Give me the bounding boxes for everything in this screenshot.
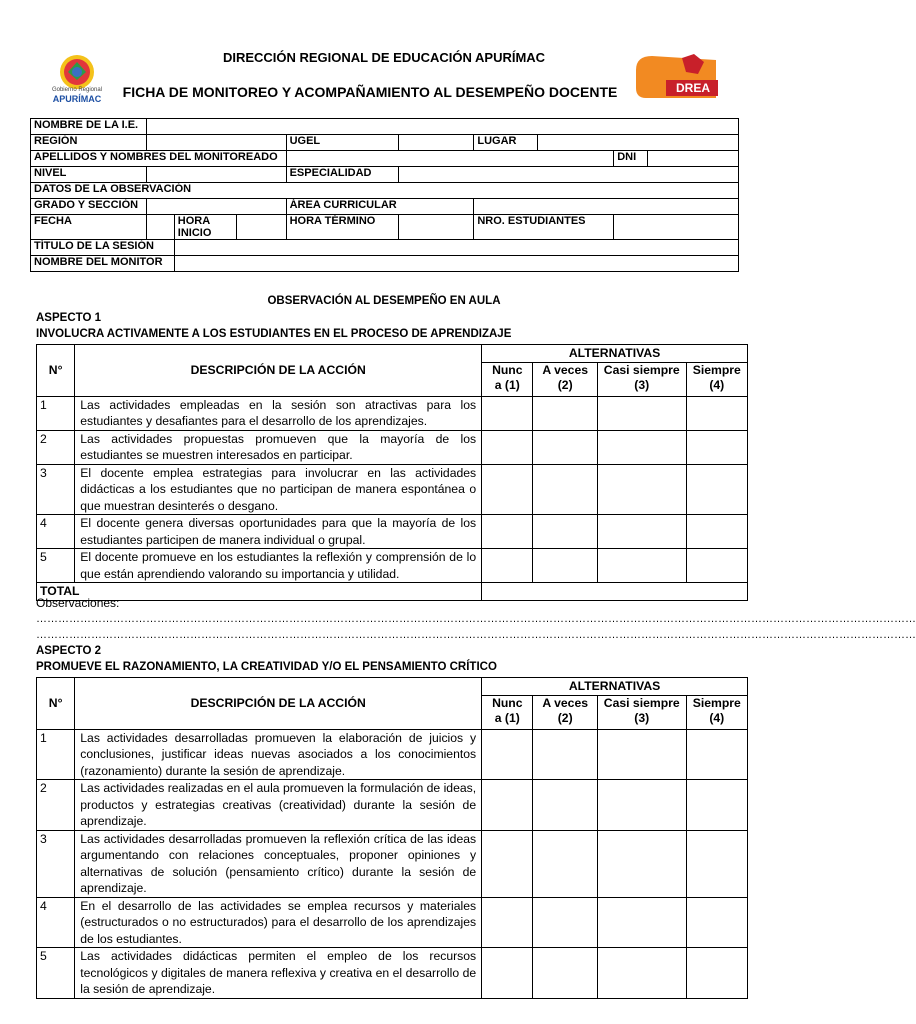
- alt-aveces-header: A veces (2): [533, 695, 597, 729]
- item-number: 2: [37, 780, 75, 831]
- table-row: [37, 729, 748, 780]
- nivel-field[interactable]: [146, 167, 286, 183]
- table-row: [37, 897, 748, 948]
- rating-cell-siempre[interactable]: [686, 897, 747, 948]
- dni-label: DNI: [614, 151, 648, 167]
- item-description: Las actividades desarrolladas promueven la reflexión crítica de las ideas argumentando con relaciones conceptuales, proponer opiniones y alternativas de solución (pensamiento crítico) durante la sesión de aprendizaje.: [75, 830, 482, 897]
- rating-cell-siempre[interactable]: [686, 430, 747, 464]
- num-header: N°: [37, 678, 75, 730]
- lugar-label: LUGAR: [474, 135, 538, 151]
- rating-cell-aveces[interactable]: [533, 549, 597, 583]
- item-number: 3: [37, 464, 75, 515]
- table-row: [37, 948, 748, 999]
- rating-cell-siempre[interactable]: [686, 729, 747, 780]
- item-description: El docente promueve en los estudiantes la reflexión y comprensión de lo que están aprendiendo valorando su importancia y utilidad.: [75, 549, 482, 583]
- apellidos-field[interactable]: [286, 151, 614, 167]
- total-field[interactable]: [482, 583, 748, 601]
- hora-termino-label: HORA TÉRMINO: [286, 215, 398, 240]
- num-header: N°: [37, 345, 75, 397]
- aspecto2-label: ASPECTO 2: [36, 645, 101, 657]
- item-number: 2: [37, 430, 75, 464]
- rating-cell-casisiempre[interactable]: [597, 515, 686, 549]
- total-label: TOTAL: [37, 583, 482, 601]
- alternativas-header: ALTERNATIVAS: [482, 345, 748, 363]
- fecha-field[interactable]: [146, 215, 174, 240]
- aspecto1-table: [36, 344, 748, 601]
- ie-label: NOMBRE DE LA I.E.: [31, 119, 147, 135]
- hora-inicio-field[interactable]: [236, 215, 286, 240]
- area-field[interactable]: [474, 199, 739, 215]
- aspecto2-table: [36, 677, 748, 999]
- titulo-sesion-field[interactable]: [174, 240, 738, 256]
- alt-nunca-header: Nunc a (1): [482, 695, 533, 729]
- rating-cell-nunca[interactable]: [482, 430, 533, 464]
- logo-left-text: APURÍMAC: [52, 94, 102, 104]
- item-number: 4: [37, 897, 75, 948]
- item-number: 1: [37, 729, 75, 780]
- rating-cell-siempre[interactable]: [686, 948, 747, 999]
- rating-cell-aveces[interactable]: [533, 515, 597, 549]
- alt-aveces-header: A veces (2): [533, 362, 597, 396]
- observaciones-line-1[interactable]: ……………………………………………………………………………………………………………………………………………………………………………………………………………………: [36, 613, 916, 625]
- observaciones-label: Observaciones:: [36, 596, 120, 610]
- table-row: [37, 515, 748, 549]
- alt-casisiempre-header: Casi siempre (3): [597, 695, 686, 729]
- alt-siempre-header: Siempre (4): [686, 695, 747, 729]
- rating-cell-nunca[interactable]: [482, 515, 533, 549]
- institution-title: DIRECCIÓN REGIONAL DE EDUCACIÓN APURÍMAC: [222, 50, 546, 65]
- aspecto1-label: ASPECTO 1: [36, 312, 101, 324]
- rating-cell-siempre[interactable]: [686, 549, 747, 583]
- item-description: Las actividades empleadas en la sesión son atractivas para los estudiantes y desafiantes para el desarrollo de los aprendizajes.: [75, 396, 482, 430]
- item-number: 5: [37, 549, 75, 583]
- ie-field[interactable]: [146, 119, 738, 135]
- datos-observacion-label: DATOS DE LA OBSERVACIÓN: [31, 183, 739, 199]
- rating-cell-nunca[interactable]: [482, 464, 533, 515]
- rating-cell-aveces[interactable]: [533, 464, 597, 515]
- rating-cell-nunca[interactable]: [482, 830, 533, 897]
- rating-cell-casisiempre[interactable]: [597, 948, 686, 999]
- rating-cell-nunca[interactable]: [482, 948, 533, 999]
- rating-cell-aveces[interactable]: [533, 780, 597, 831]
- item-number: 5: [37, 948, 75, 999]
- rating-cell-casisiempre[interactable]: [597, 830, 686, 897]
- aspecto1-title: INVOLUCRA ACTIVAMENTE A LOS ESTUDIANTES EN EL PROCESO DE APRENDIZAJE: [36, 328, 512, 340]
- desc-header: DESCRIPCIÓN DE LA ACCIÓN: [75, 678, 482, 730]
- rating-cell-casisiempre[interactable]: [597, 729, 686, 780]
- rating-cell-casisiempre[interactable]: [597, 897, 686, 948]
- rating-cell-aveces[interactable]: [533, 897, 597, 948]
- alt-casisiempre-header: Casi siempre (3): [597, 362, 686, 396]
- table-row: [37, 780, 748, 831]
- item-description: Las actividades desarrolladas promueven la elaboración de juicios y conclusiones, justificar ideas nuevas asociados a los conocimientos (razonamiento) durante la sesión de aprendizaje.: [75, 729, 482, 780]
- especialidad-field[interactable]: [398, 167, 738, 183]
- form-title: FICHA DE MONITOREO Y ACOMPAÑAMIENTO AL DESEMPEÑO DOCENTE: [122, 84, 618, 100]
- rating-cell-casisiempre[interactable]: [597, 549, 686, 583]
- fecha-label: FECHA: [31, 215, 147, 240]
- alternativas-header: ALTERNATIVAS: [482, 678, 748, 696]
- nro-estudiantes-label: NRO. ESTUDIANTES: [474, 215, 614, 240]
- hora-termino-field[interactable]: [398, 215, 474, 240]
- region-field[interactable]: [146, 135, 286, 151]
- rating-cell-nunca[interactable]: [482, 897, 533, 948]
- rating-cell-nunca[interactable]: [482, 780, 533, 831]
- alt-nunca-header: Nunc a (1): [482, 362, 533, 396]
- info-table: [30, 118, 739, 272]
- monitor-label: NOMBRE DEL MONITOR: [31, 256, 175, 272]
- logo-right-text: DREA: [675, 81, 710, 95]
- table-row: [37, 830, 748, 897]
- rating-cell-casisiempre[interactable]: [597, 430, 686, 464]
- item-description: Las actividades realizadas en el aula promueven la formulación de ideas, productos y estrategias creativas (creatividad) durante la sesión de aprendizaje.: [75, 780, 482, 831]
- table-row: [37, 464, 748, 515]
- item-description: En el desarrollo de las actividades se emplea recursos y materiales (estructurados o no estructurados) para el desarrollo de los aprendizajes de los estudiantes.: [75, 897, 482, 948]
- rating-cell-siempre[interactable]: [686, 515, 747, 549]
- titulo-sesion-label: TÍTULO DE LA SESIÓN: [31, 240, 175, 256]
- table-row: [37, 396, 748, 430]
- rating-cell-aveces[interactable]: [533, 396, 597, 430]
- apellidos-label: APELLIDOS Y NOMBRES DEL MONITOREADO: [31, 151, 287, 167]
- rating-cell-siempre[interactable]: [686, 464, 747, 515]
- dni-field[interactable]: [648, 151, 739, 167]
- section-title: OBSERVACIÓN AL DESEMPEÑO EN AULA: [267, 295, 501, 307]
- item-number: 1: [37, 396, 75, 430]
- desc-header: DESCRIPCIÓN DE LA ACCIÓN: [75, 345, 482, 397]
- nro-estudiantes-field[interactable]: [614, 215, 739, 240]
- rating-cell-aveces[interactable]: [533, 948, 597, 999]
- item-number: 4: [37, 515, 75, 549]
- drea-logo: [632, 52, 722, 102]
- item-description: El docente genera diversas oportunidades para que la mayoría de los estudiantes participen de manera individual o grupal.: [75, 515, 482, 549]
- rating-cell-nunca[interactable]: [482, 549, 533, 583]
- hora-inicio-label: HORA INICIO: [174, 215, 236, 240]
- rating-cell-aveces[interactable]: [533, 830, 597, 897]
- especialidad-label: ESPECIALIDAD: [286, 167, 398, 183]
- area-label: ÁREA CURRICULAR: [286, 199, 474, 215]
- ugel-label: UGEL: [286, 135, 398, 151]
- rating-cell-nunca[interactable]: [482, 396, 533, 430]
- rating-cell-siempre[interactable]: [686, 396, 747, 430]
- region-label: REGIÓN: [31, 135, 147, 151]
- ugel-field[interactable]: [398, 135, 474, 151]
- nivel-label: NIVEL: [31, 167, 147, 183]
- lugar-field[interactable]: [538, 135, 739, 151]
- rating-cell-casisiempre[interactable]: [597, 464, 686, 515]
- logo-left-subtitle: Gobierno Regional: [51, 87, 103, 93]
- rating-cell-siempre[interactable]: [686, 830, 747, 897]
- aspecto2-title: PROMUEVE EL RAZONAMIENTO, LA CREATIVIDAD Y/O EL PENSAMIENTO CRÍTICO: [36, 661, 497, 673]
- rating-cell-siempre[interactable]: [686, 780, 747, 831]
- grado-label: GRADO Y SECCIÓN: [31, 199, 147, 215]
- item-number: 3: [37, 830, 75, 897]
- rating-cell-aveces[interactable]: [533, 430, 597, 464]
- monitor-field[interactable]: [174, 256, 738, 272]
- observaciones-line-2[interactable]: ……………………………………………………………………………………………………………………………………………………………………………………………………………………: [36, 629, 916, 641]
- alt-siempre-header: Siempre (4): [686, 362, 747, 396]
- item-description: El docente emplea estrategias para involucrar en las actividades didácticas a los estudiantes que no participan de manera espontánea o que muestran desinterés o desgano.: [75, 464, 482, 515]
- table-row: [37, 430, 748, 464]
- rating-cell-aveces[interactable]: [533, 729, 597, 780]
- rating-cell-casisiempre[interactable]: [597, 780, 686, 831]
- grado-field[interactable]: [146, 199, 286, 215]
- item-description: Las actividades propuestas promueven que la mayoría de los estudiantes se muestren interesados en participar.: [75, 430, 482, 464]
- table-row: [37, 549, 748, 583]
- rating-cell-nunca[interactable]: [482, 729, 533, 780]
- rating-cell-casisiempre[interactable]: [597, 396, 686, 430]
- item-description: Las actividades didácticas permiten el empleo de los recursos tecnológicos y digitales de manera reflexiva y creativa en el desarrollo de la sesión de aprendizaje.: [75, 948, 482, 999]
